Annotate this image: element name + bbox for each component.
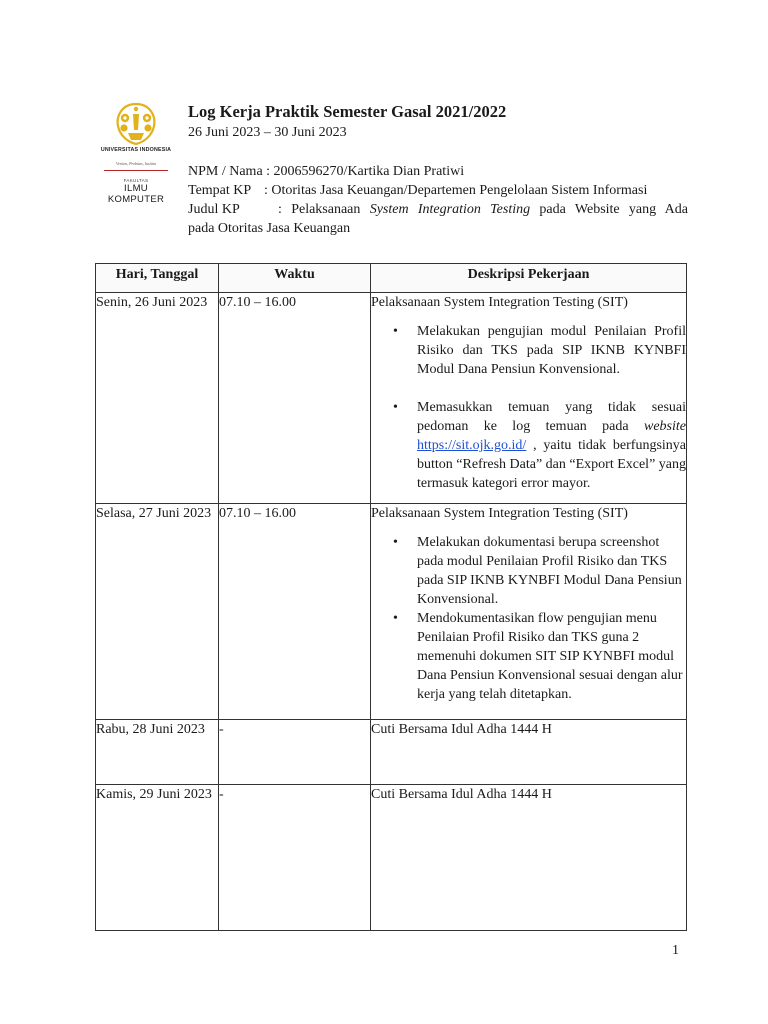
npm-value: : 2006596270/Kartika Dian Pratiwi [266,164,465,179]
cell-description [371,504,687,720]
logo-university-name: UNIVERSITAS INDONESIA [100,147,172,153]
cell-day: Rabu, 28 Juni 2023 [96,720,219,785]
judul-label: Judul KP [188,202,240,217]
cell-description: Cuti Bersama Idul Adha 1444 H [371,720,687,785]
logo-faculty-line2: KOMPUTER [107,194,165,205]
table-header-row [96,264,687,293]
column-header-day: Hari, Tanggal [96,264,219,293]
list-item: • Memasukkan temuan yang tidak sesuai pedoman ke log temuan pada website https://sit.ojk.go.id/ , yaitu tidak berfungsinya button “Refresh Data” dan “Export Excel” yang termasuk kategori error mayor. [417,398,686,493]
logo-motto: Veritas, Probitas, Iustitia [115,161,157,166]
cell-time: 07.10 – 16.00 [219,293,371,504]
cell-day: Selasa, 27 Juni 2023 [96,504,219,720]
cell-day: Senin, 26 Juni 2023 [96,293,219,504]
table-row [96,293,687,504]
tempat-row [188,181,688,200]
cell-day: Kamis, 29 Juni 2023 [96,785,219,931]
judul-prefix: : Pelaksanaan [278,202,370,217]
task-list [371,533,686,704]
logo-divider [104,170,168,171]
npm-label: NPM / Nama [188,164,263,179]
log-table [95,263,687,931]
judul-suffix: pada Website yang Ada [530,202,688,217]
page-title: Log Kerja Praktik Semester Gasal 2021/2022 [188,102,507,121]
tempat-label: Tempat KP [188,183,252,198]
list-item: • Melakukan dokumentasi berupa screenshot pada modul Penilaian Profil Risiko dan TKS pada SIP IKNB KYNBFI Modul Dana Pensiun Konvensional. [417,533,686,609]
column-header-description: Deskripsi Pekerjaan [371,264,687,293]
cell-time: - [219,785,371,931]
cell-time: 07.10 – 16.00 [219,504,371,720]
cell-description [371,293,687,504]
judul-row [188,200,688,219]
logo-faculty-line1: ILMU [124,183,148,194]
page-number: 1 [672,943,679,958]
npm-row [188,162,688,181]
table-row [96,720,687,785]
cell-time: - [219,720,371,785]
cell-description: Cuti Bersama Idul Adha 1444 H [371,785,687,931]
description-text: Pelaksanaan System Integration Testing (SIT) [371,295,628,310]
logo-faculty-prefix: FAKULTAS [123,178,149,183]
column-header-time: Waktu [219,264,371,293]
judul-value [278,200,688,219]
list-item: • Melakukan pengujian modul Penilaian Profil Risiko dan TKS pada SIP IKNB KYNBFI Modul Dana Pensiun Konvensional. [417,322,686,379]
date-range: 26 Juni 2023 – 30 Juni 2023 [188,125,347,140]
tempat-value: : Otoritas Jasa Keuangan/Departemen Pengelolaan Sistem Informasi [264,183,648,198]
judul-continuation: pada Otoritas Jasa Keuangan [188,221,351,236]
judul-italic: System Integration Testing [369,202,531,217]
table-row [96,785,687,931]
list-item: • Mendokumentasikan flow pengujian menu Penilaian Profil Risiko dan TKS guna 2 memenuhi dokumen SIT SIP KYNBFI modul Dana Pensiun Konvensional sesuai dengan alur kerja yang telah ditetapkan. [417,609,686,704]
student-info [188,162,688,238]
university-logo [100,100,172,212]
sit-link[interactable]: https://sit.ojk.go.id/ [417,438,527,453]
table-row [96,504,687,720]
description-text: Pelaksanaan System Integration Testing (SIT) [371,506,628,521]
task-list [371,322,686,493]
makara-emblem-icon [100,100,172,146]
document-header [188,102,688,238]
